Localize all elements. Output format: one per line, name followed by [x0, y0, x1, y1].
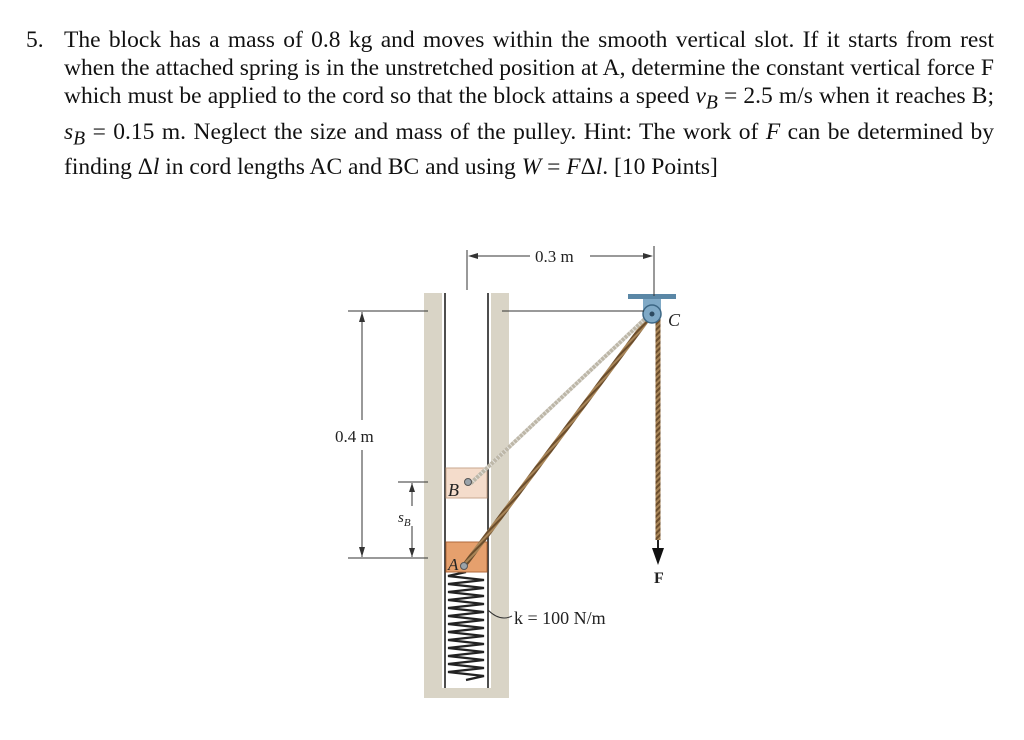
label-c: C — [668, 310, 681, 330]
dim-arrow-top — [359, 312, 365, 322]
dim-arrow-right — [643, 253, 653, 259]
question-text-part: = — [541, 154, 567, 181]
question-text-part: = 0.15 m. Neglect the size and mass of the pulley. Hint: The work of — [85, 118, 766, 145]
math-symbol: F — [566, 154, 581, 181]
dim-arrow-left — [468, 253, 478, 259]
math-subscript: B — [705, 92, 718, 114]
anchor-a — [461, 563, 468, 570]
question-number: 5. — [26, 27, 44, 53]
question-text-part: can be determined by finding Δ — [64, 118, 1000, 181]
question-text-part: = 2.5 m/s when it reaches B; — [717, 83, 1000, 109]
math-symbol: W — [521, 154, 542, 181]
pulley-axle — [650, 312, 655, 317]
slot-base — [424, 688, 509, 698]
dim-arrow-bottom — [359, 547, 365, 557]
force-arrow-head — [652, 548, 664, 565]
math-subscript: B — [73, 128, 86, 150]
slot-wall-left — [424, 293, 442, 695]
pulley-support — [628, 294, 676, 299]
sb-label-main: s — [398, 510, 404, 526]
sb-label-sub: B — [403, 517, 411, 529]
math-symbol: v — [695, 83, 706, 109]
slot-wall-right — [491, 293, 509, 695]
label-f: F — [654, 570, 664, 587]
spring — [448, 572, 484, 680]
sb-arrow-top — [409, 483, 415, 492]
math-symbol: l — [595, 154, 603, 181]
label-b: B — [448, 480, 459, 500]
question-text-part: in cord lengths AC and BC and using — [159, 154, 522, 181]
label-a: A — [448, 555, 459, 574]
math-symbol: l — [152, 154, 160, 181]
anchor-b — [465, 479, 472, 486]
spring-constant-label: k = 100 N/m — [514, 608, 606, 628]
question-text-part: Δ — [580, 154, 596, 181]
math-symbol: s — [64, 118, 74, 145]
dim-vertical-label: 0.4 m — [335, 427, 374, 446]
sb-arrow-bottom — [409, 548, 415, 557]
math-symbol: F — [765, 118, 781, 145]
question-text-part: . [10 Points] — [602, 154, 718, 181]
dim-horizontal-label: 0.3 m — [535, 247, 574, 266]
question-text-part: The block has a mass of 0.8 kg and moves within the smooth vertical slot. If it starts from rest when the attached spring is in the unstretched position at A, determine the constant vertical force F which must be applied to the cord so that the block attains a speed — [64, 27, 1000, 109]
